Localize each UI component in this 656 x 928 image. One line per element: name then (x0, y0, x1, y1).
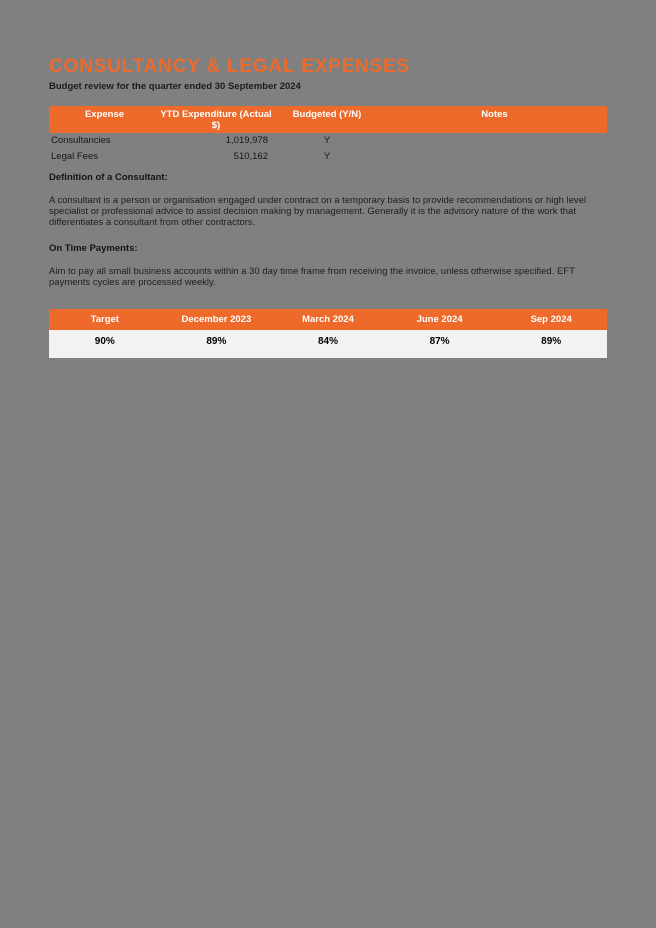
performance-header-target: Target (90, 313, 119, 325)
performance-value-dec-2023: 89% (206, 335, 227, 347)
document-content (49, 56, 607, 358)
expense-budgeted-cell: Y (323, 151, 331, 163)
page-title: CONSULTANCY & LEGAL EXPENSES (49, 56, 410, 77)
performance-header-sep-2024: Sep 2024 (530, 313, 572, 325)
payments-heading: On Time Payments: (49, 242, 138, 254)
expense-table-header-expense: Expense (84, 108, 125, 120)
expense-table-header-notes: Notes (481, 108, 508, 120)
page-subtitle: Budget review for the quarter ended 30 September 2024 (49, 80, 301, 92)
performance-header-jun-2024: June 2024 (416, 313, 463, 325)
performance-table (49, 309, 607, 358)
performance-value-mar-2024: 84% (317, 335, 338, 347)
performance-value-jun-2024: 87% (429, 335, 450, 347)
expense-ytd-cell: 510,162 (233, 151, 268, 163)
performance-values-row (49, 330, 607, 358)
performance-value-target: 90% (94, 335, 115, 347)
performance-header-mar-2024: March 2024 (302, 313, 354, 325)
performance-table-header-row (49, 309, 607, 330)
expense-notes-cell (382, 135, 607, 146)
expense-notes-cell (382, 151, 607, 162)
payments-paragraph: Aim to pay all small business accounts within a 30 day time frame from receiving the invoice, unless otherwise specified. EFT payments cycles are processed weekly. (49, 265, 575, 288)
performance-header-dec-2023: December 2023 (181, 313, 252, 325)
expense-ytd-cell: 1,019,978 (225, 135, 268, 147)
table-row (49, 133, 607, 149)
expense-name-cell: Legal Fees (51, 151, 99, 163)
expense-table-header-ytd: YTD Expenditure (Actual $) (160, 108, 272, 131)
expense-budgeted-cell: Y (323, 135, 331, 147)
expense-name-cell: Consultancies (51, 135, 111, 147)
expense-table (49, 106, 607, 165)
definition-paragraph: A consultant is a person or organisation engaged under contract on a temporary basis to provide recommendations or high level specialist or professional advice to assist decision making by management. Generally it is the advisory nature of the work that differentiates a consultant from other contractors. (49, 194, 587, 228)
expense-table-header-budgeted: Budgeted (Y/N) (292, 108, 362, 120)
performance-value-sep-2024: 89% (541, 335, 562, 347)
table-row (49, 149, 607, 165)
expense-table-header-row (49, 106, 607, 133)
definition-heading: Definition of a Consultant: (49, 171, 168, 183)
